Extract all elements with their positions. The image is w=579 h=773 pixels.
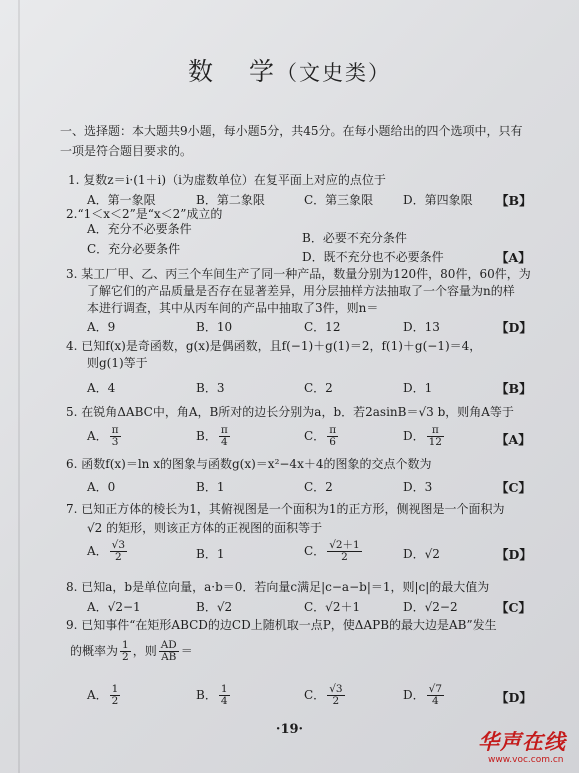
q9-option-d-fraction: $\frac{√7}{4}$ <box>428 683 442 707</box>
q5-option-d <box>403 425 446 448</box>
q5-option-a-label: A． <box>87 429 108 443</box>
q5-stem: 5. 在锐角ΔABC中，角A，B所对的边长分别为a，b．若2asinB＝√3 b，则角A等于 <box>66 405 514 419</box>
q6-answer: 【C】 <box>496 480 531 495</box>
q6-option-c: C．2 <box>304 480 333 494</box>
q4-answer: 【B】 <box>496 381 532 396</box>
q1-answer: 【B】 <box>496 193 532 208</box>
q9-answer: 【D】 <box>496 690 532 705</box>
q9-line-2: 的概率为 $\frac{1}{2}$ ，则 $\frac{AD}{AB}$ ＝ <box>70 639 193 663</box>
q7-option-a-label: A． <box>87 544 108 558</box>
q5-option-c-label: C． <box>304 429 326 443</box>
q7-option-c <box>304 540 364 563</box>
q4-line-2: 则g(1)等于 <box>87 356 148 370</box>
q8-option-c: C．√2＋1 <box>304 600 361 614</box>
q1-stem: 1. 复数z＝i·(1＋i)（i为虚数单位）在复平面上对应的点位于 <box>68 173 386 187</box>
q7-option-c-fraction: $\frac{√2+1}{2}$ <box>329 539 360 563</box>
q3-option-d: D．13 <box>403 320 440 334</box>
q7-answer: 【D】 <box>496 547 532 562</box>
q1-option-c: C．第三象限 <box>304 193 374 207</box>
page-number: ·19· <box>275 722 304 737</box>
q3-option-a: A．9 <box>87 320 116 334</box>
q2-option-c: C．充分必要条件 <box>87 242 181 256</box>
q2-answer: 【A】 <box>496 250 531 265</box>
q5-option-b-label: B． <box>196 429 217 443</box>
q4-line-1: 4. 已知f(x)是奇函数，g(x)是偶函数，且f(−1)＋g(1)＝2，f(1)＋g(−1)＝4， <box>66 339 482 353</box>
q9-option-c-fraction: $\frac{√3}{2}$ <box>329 683 343 707</box>
q1-option-b: B．第二象限 <box>196 193 265 207</box>
q8-answer: 【C】 <box>496 600 531 615</box>
q2-option-a: A．充分不必要条件 <box>87 222 192 236</box>
page-fold-shadow <box>18 0 20 773</box>
q5-option-b-fraction: $\frac{\pi}{4}$ <box>220 424 228 448</box>
q8-option-a: A．√2−1 <box>87 600 141 614</box>
q5-option-c <box>304 425 340 448</box>
q3-line-1: 3. 某工厂甲、乙、丙三个车间生产了同一种产品，数量分别为120件，80件，60件，为 <box>66 267 531 281</box>
section-intro-line-2: 一项是符合题目要求的。 <box>60 144 193 158</box>
q7-option-b: B．1 <box>196 547 225 561</box>
q2-stem: 2.“1＜x＜2”是“x＜2”成立的 <box>66 207 223 221</box>
title-char-1: 数 <box>187 57 215 86</box>
q4-option-c: C．2 <box>304 381 333 395</box>
q5-option-b <box>196 425 232 448</box>
q3-option-c: C．12 <box>304 320 341 334</box>
q5-option-d-label: D． <box>403 429 425 443</box>
q5-option-a <box>87 425 123 448</box>
title-subtitle: （文史类） <box>276 61 392 85</box>
q3-line-2: 了解它们的产品质量是否存在显著差异，用分层抽样方法抽取了一个容量为n的样 <box>87 284 515 298</box>
q9-probability-fraction: $\frac{1}{2}$ <box>122 639 129 663</box>
q7-option-a-fraction: $\frac{√3}{2}$ <box>111 539 126 563</box>
watermark-site: www.voc.com.cn <box>488 755 564 765</box>
q6-option-a: A．0 <box>87 480 116 494</box>
q7-option-d: D．√2 <box>403 547 440 561</box>
q9-option-c-label: C． <box>304 688 326 702</box>
q3-line-3: 本进行调查，其中从丙车间的产品中抽取了3件，则n＝ <box>87 301 379 315</box>
q7-line-1: 7. 已知正方体的棱长为1，其俯视图是一个面积为1的正方形，侧视图是一个面积为 <box>66 502 505 516</box>
q7-option-c-label: C． <box>304 544 326 558</box>
q8-stem: 8. 已知a，b是单位向量，a·b＝0．若向量c满足|c−a−b|＝1，则|c|的最大值为 <box>66 580 490 594</box>
q4-option-d: D．1 <box>403 381 433 395</box>
q7-line-2: √2 的矩形，则该正方体的正视图的面积等于 <box>87 521 323 535</box>
q6-stem: 6. 函数f(x)＝ln x的图象与函数g(x)＝x²−4x＋4的图象的交点个数为 <box>66 457 432 471</box>
q8-option-b: B．√2 <box>196 600 233 614</box>
q4-option-b: B．3 <box>196 381 225 395</box>
q9-option-b <box>196 684 232 707</box>
q9-option-a-fraction: $\frac{1}{2}$ <box>111 683 119 707</box>
q5-option-c-fraction: $\frac{\pi}{6}$ <box>329 424 337 448</box>
q5-answer: 【A】 <box>496 432 531 447</box>
q9-option-d-label: D． <box>403 688 425 702</box>
title-char-2: 学 <box>249 57 277 86</box>
q8-option-d: D．√2−2 <box>403 600 458 614</box>
q9-option-d <box>403 684 446 707</box>
q4-option-a: A．4 <box>87 381 116 395</box>
q5-option-d-fraction: $\frac{\pi}{12}$ <box>428 424 442 448</box>
q9-ratio-fraction: $\frac{AD}{AB}$ <box>160 639 177 663</box>
q7-option-a <box>87 540 129 563</box>
q9-option-b-label: B． <box>196 688 217 702</box>
q2-option-d: D．既不充分也不必要条件 <box>302 250 444 264</box>
q5-option-a-fraction: $\frac{\pi}{3}$ <box>111 424 119 448</box>
section-intro-line-1: 一、选择题：本大题共9小题，每小题5分，共45分。在每小题给出的四个选项中，只有 <box>60 124 523 138</box>
q6-option-d: D．3 <box>403 480 433 494</box>
watermark-logo: 华声在线 <box>478 729 566 754</box>
q9-option-a <box>87 684 122 707</box>
q9-option-b-fraction: $\frac{1}{4}$ <box>220 683 228 707</box>
q3-answer: 【D】 <box>496 320 532 335</box>
q3-option-b: B．10 <box>196 320 233 334</box>
q6-option-b: B．1 <box>196 480 225 494</box>
q1-option-d: D．第四象限 <box>403 193 473 207</box>
q9-option-a-label: A． <box>87 688 108 702</box>
q1-option-a: A．第一象限 <box>87 193 156 207</box>
q2-option-b: B．必要不充分条件 <box>302 231 407 245</box>
q9-line-1: 9. 已知事件“在矩形ABCD的边CD上随机取一点P，使ΔAPB的最大边是AB”发生 <box>66 618 497 632</box>
page-title <box>0 52 579 88</box>
q9-option-c <box>304 684 347 707</box>
